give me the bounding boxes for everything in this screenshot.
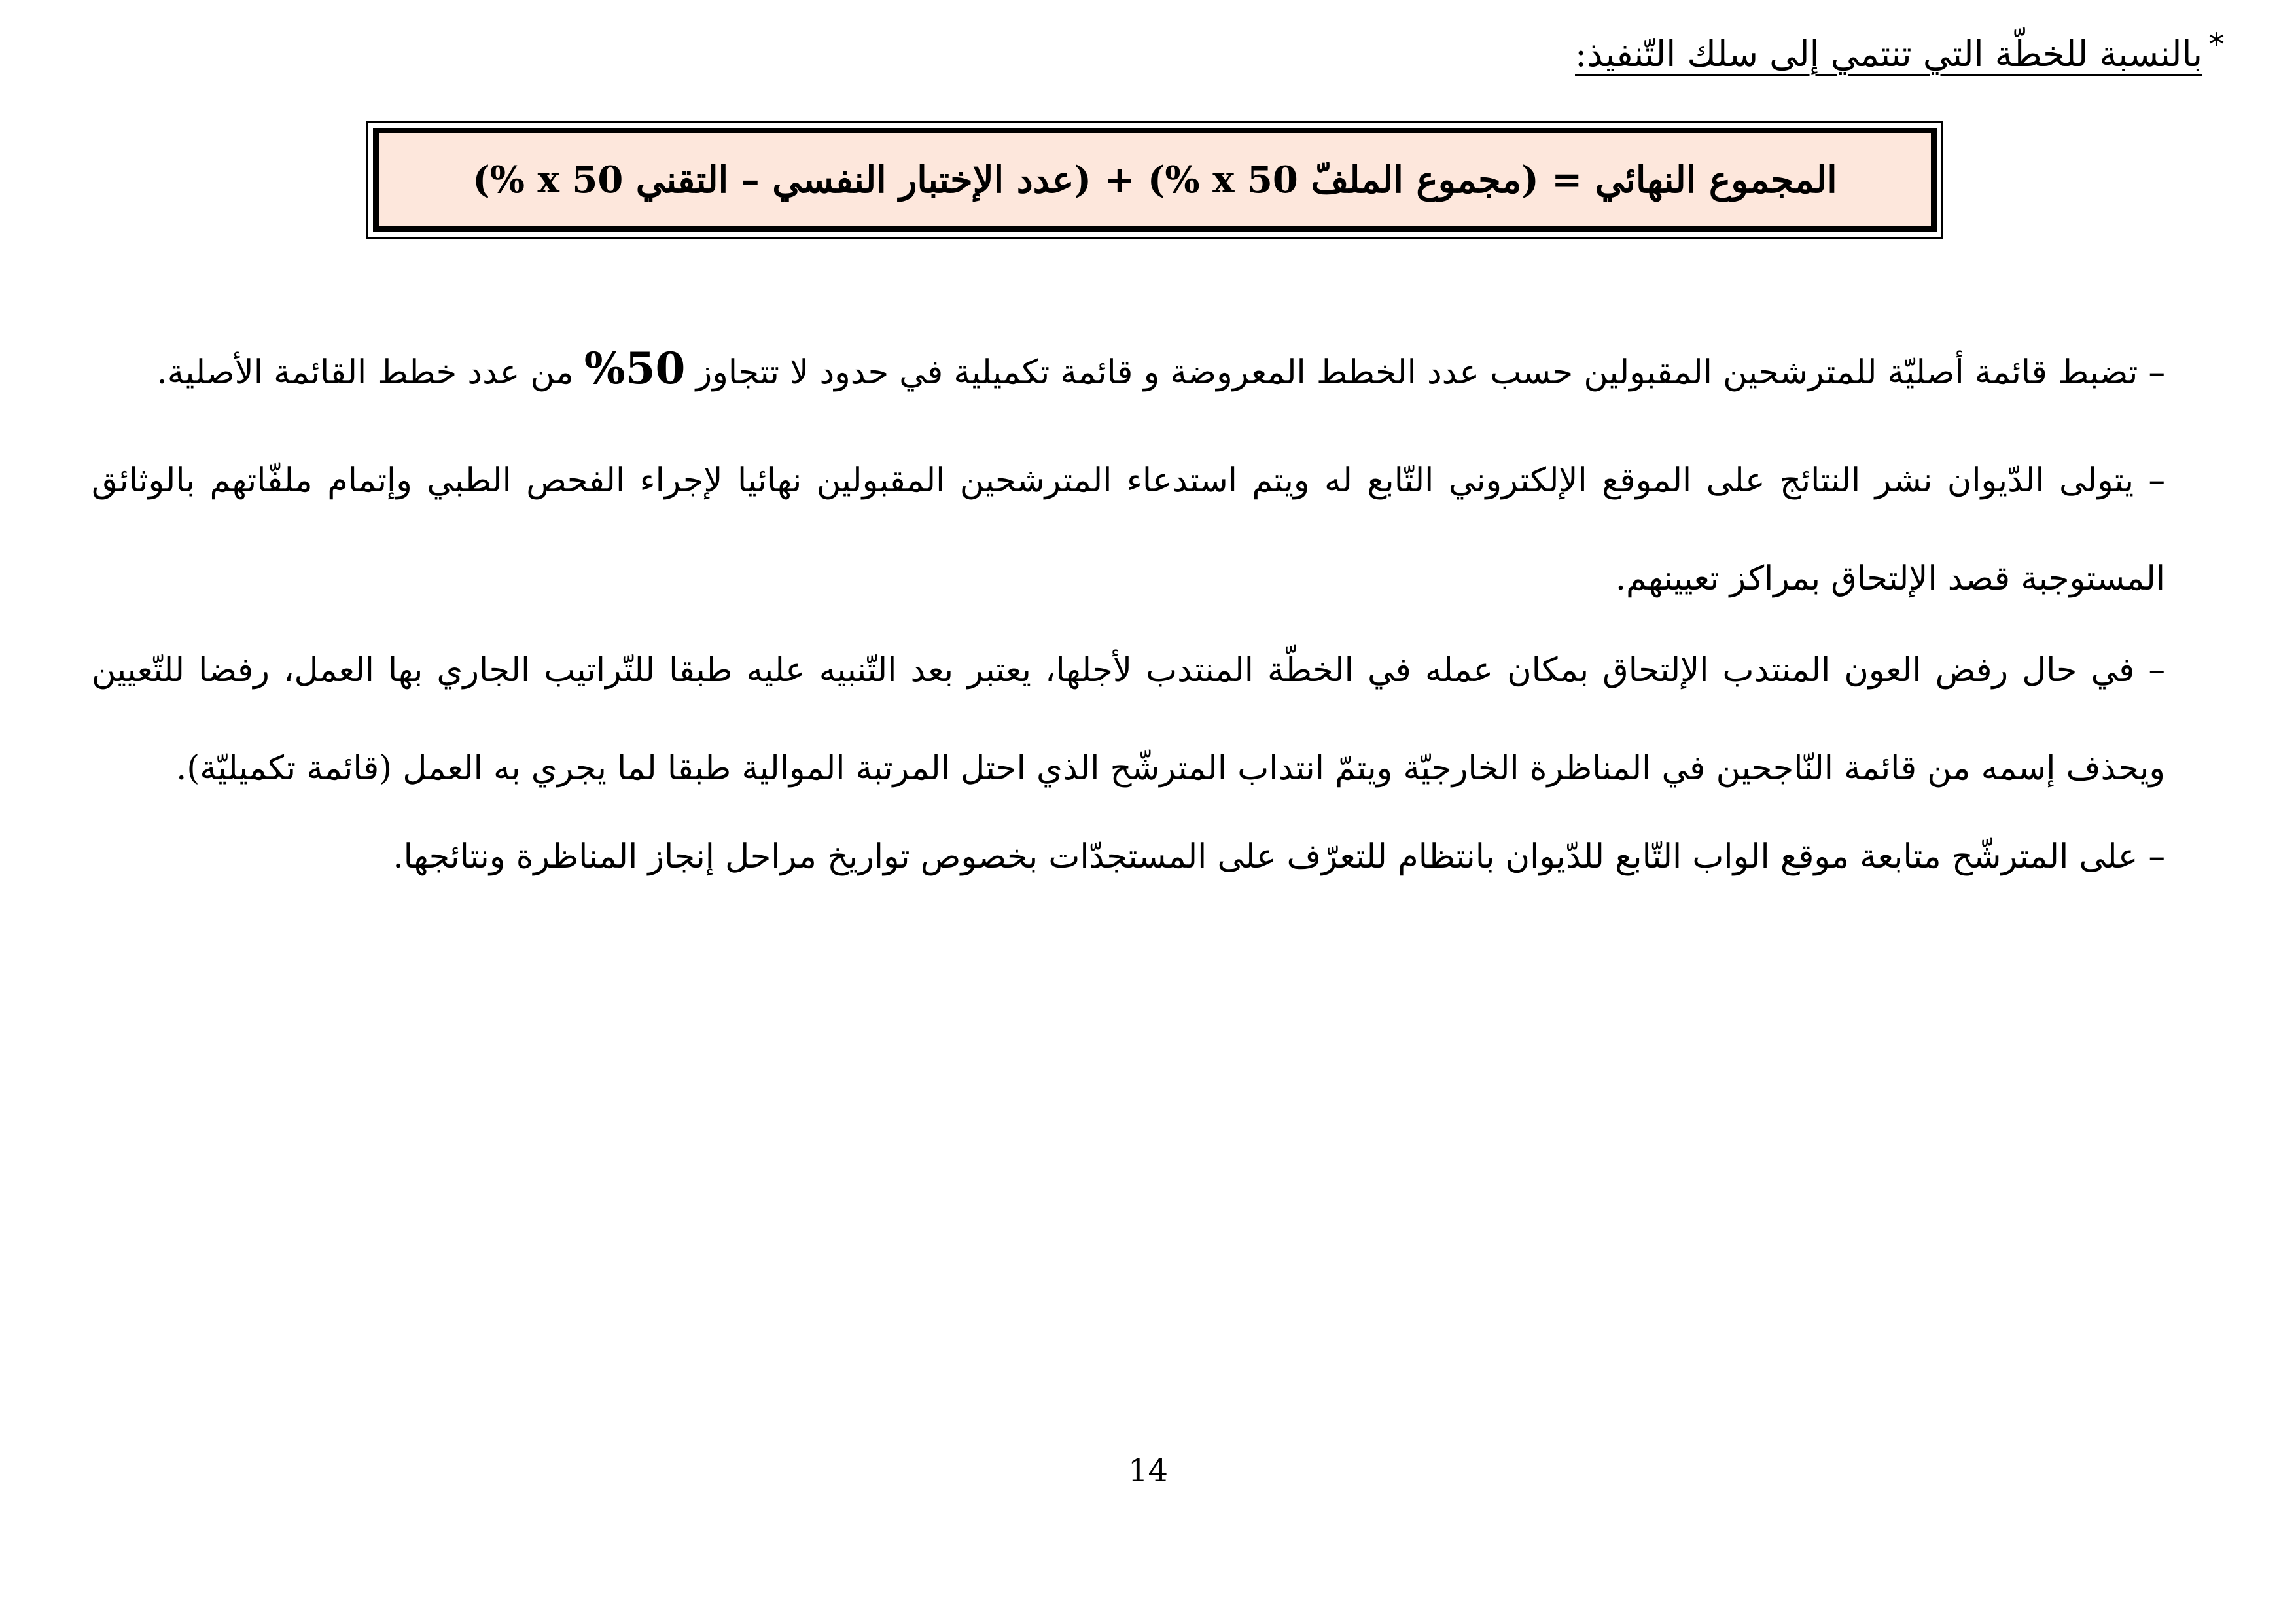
formula-box — [366, 121, 1943, 239]
paragraph-refusal: – في حال رفض العون المنتدب الإلتحاق بمكان عمله في الخطّة المنتدب لأجلها، يعتبر بعد التّنبيه عليه طبقا للتّراتيب الجاري بها العمل، رفضا للتّعيين ويحذف إسمه من قائمة النّاجحين في المناظرة الخارجيّة ويتمّ انتداب المترشّح الذي احتل المرتبة الموالية طبقا لما يجري به العمل (قائمة تكميليّة). — [92, 651, 2165, 788]
section-heading-text: بالنسبة للخطّة التي تنتمي إلى سلك التّنفيذ: — [1575, 33, 2202, 75]
formula-box-inner — [373, 128, 1937, 232]
paragraph-lists — [92, 319, 2165, 422]
paragraph-lists-percent: 50% — [584, 343, 686, 394]
paragraph-follow-website: – على المترشّح متابعة موقع الواب التّابع للدّيوان بانتظام للتعرّف على المستجدّات بخصوص تواريخ مراحل إنجاز المناظرة ونتائجها. — [393, 837, 2165, 876]
final-score-formula: المجموع النهائي = (مجموع الملفّ x 50 %) + (عدد الإختبار النفسي – التقني x 50 %) — [472, 158, 1837, 202]
asterisk-marker: * — [2209, 26, 2224, 62]
paragraph-results-publication: – يتولى الدّيوان نشر النتائج على الموقع الإلكتروني التّابع له ويتم استدعاء المترشحين المقبولين نهائيا لإجراء الفحص الطبي وإتمام ملفّاتهم بالوثائق المستوجبة قصد الإلتحاق بمراكز تعيينهم. — [92, 461, 2165, 598]
section-heading — [1575, 26, 2224, 76]
paragraph-lists-text-end: من عدد خطط القائمة الأصلية. — [156, 353, 584, 392]
page-number: 14 — [1127, 1453, 1169, 1489]
paragraph-lists-text-start: – تضبط قائمة أصليّة للمترشحين المقبولين حسب عدد الخطط المعروضة و قائمة تكميلية في حدود لا تتجاوز — [685, 353, 2165, 392]
